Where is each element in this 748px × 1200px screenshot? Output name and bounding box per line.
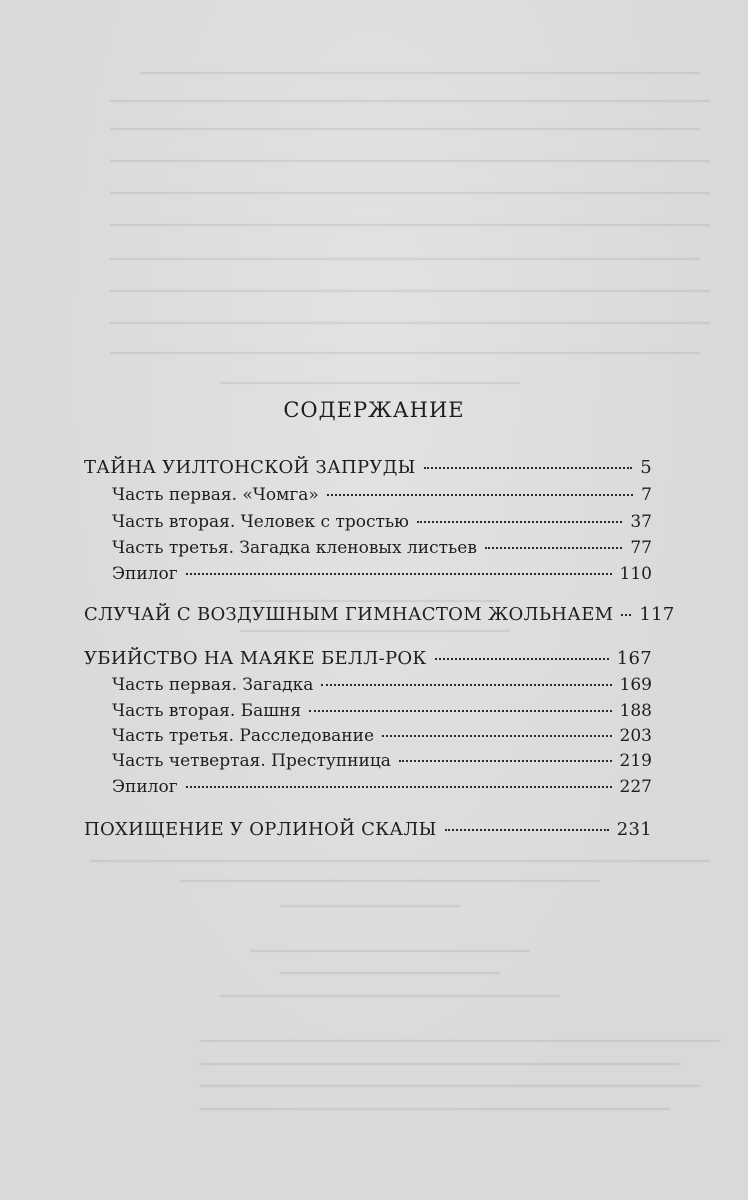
dot-leader bbox=[309, 710, 611, 712]
contents-heading: СОДЕРЖАНИЕ bbox=[283, 398, 465, 422]
toc-entry-page: 231 bbox=[616, 819, 652, 840]
toc-entry bbox=[112, 749, 652, 773]
dot-leader bbox=[445, 829, 609, 831]
toc-entry bbox=[84, 456, 652, 480]
toc-entry-page: 169 bbox=[619, 675, 652, 695]
dot-leader bbox=[485, 547, 622, 549]
dot-leader bbox=[399, 760, 612, 762]
toc-entry bbox=[112, 510, 652, 534]
toc-entry-title: Часть первая. Загадка bbox=[112, 675, 314, 695]
toc-entry bbox=[84, 818, 652, 842]
dot-leader bbox=[417, 521, 622, 523]
toc-entry-page: 77 bbox=[630, 538, 652, 558]
toc-entry bbox=[84, 603, 675, 627]
toc-entry-page: 203 bbox=[619, 726, 652, 746]
toc-entry-title: Часть первая. «Чомга» bbox=[112, 485, 319, 505]
toc-entry bbox=[112, 536, 652, 560]
dot-leader bbox=[327, 494, 633, 496]
toc-entry-page: 219 bbox=[619, 751, 652, 771]
toc-entry-title: Часть четвертая. Преступница bbox=[112, 751, 391, 771]
dot-leader bbox=[186, 786, 612, 788]
toc-entry bbox=[84, 647, 652, 671]
toc-entry-page: 167 bbox=[616, 648, 652, 669]
toc-entry-title: Часть третья. Загадка кленовых листьев bbox=[112, 538, 477, 558]
toc-entry-page: 227 bbox=[619, 777, 652, 797]
toc-entry bbox=[112, 673, 652, 697]
toc-entry-title: СЛУЧАЙ С ВОЗДУШНЫМ ГИМНАСТОМ ЖОЛЬНАЕМ bbox=[84, 604, 614, 625]
dot-leader bbox=[382, 735, 612, 737]
toc-entry-title: УБИЙСТВО НА МАЯКЕ БЕЛЛ-РОК bbox=[84, 648, 427, 669]
dot-leader bbox=[424, 467, 633, 469]
toc-entry-page: 188 bbox=[619, 701, 652, 721]
toc-entry-page: 7 bbox=[641, 485, 652, 505]
toc-entry bbox=[112, 483, 652, 507]
toc-entry-page: 110 bbox=[619, 564, 652, 584]
toc-entry-title: Часть вторая. Башня bbox=[112, 701, 302, 721]
dot-leader bbox=[186, 573, 612, 575]
toc-entry-page: 117 bbox=[639, 604, 675, 625]
toc-entry-title: ТАЙНА УИЛТОНСКОЙ ЗАПРУДЫ bbox=[84, 457, 416, 478]
toc-entry bbox=[112, 724, 652, 748]
dot-leader bbox=[621, 614, 631, 616]
dot-leader bbox=[321, 684, 611, 686]
toc-entry bbox=[112, 562, 652, 586]
toc-entry-title: Эпилог bbox=[112, 564, 178, 584]
toc-entry-title: Эпилог bbox=[112, 777, 178, 797]
toc-entry bbox=[112, 775, 652, 799]
toc-entry-title: Часть вторая. Человек с тростью bbox=[112, 512, 409, 532]
toc-entry-title: Часть третья. Расследование bbox=[112, 726, 375, 746]
toc-entry bbox=[112, 699, 652, 723]
toc-entry-page: 37 bbox=[630, 512, 652, 532]
toc-entry-title: ПОХИЩЕНИЕ У ОРЛИНОЙ СКАЛЫ bbox=[84, 819, 437, 840]
toc-entry-page: 5 bbox=[640, 457, 652, 478]
dot-leader bbox=[435, 658, 609, 660]
